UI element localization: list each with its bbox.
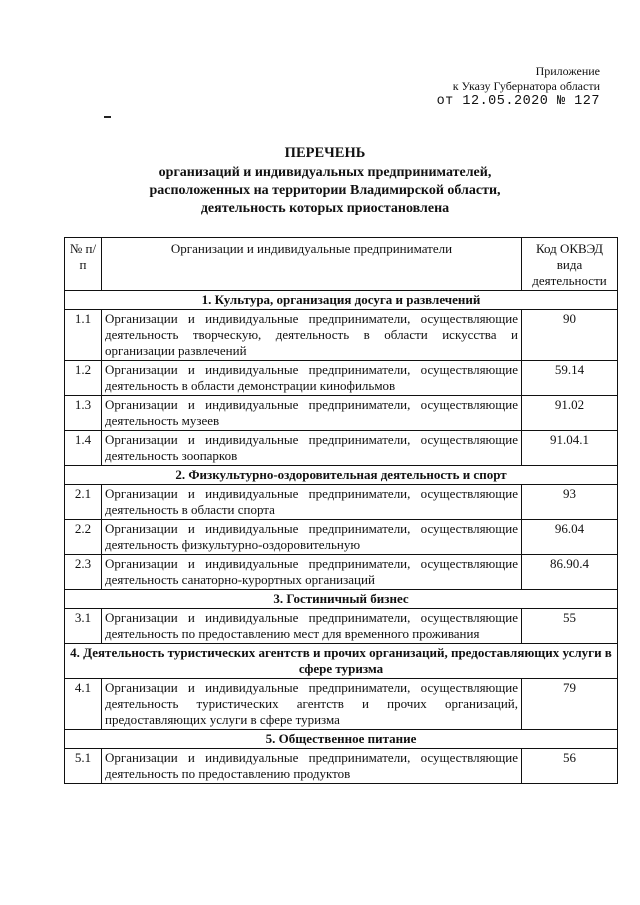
table-row [65,520,618,555]
row-number: 1.4 [65,431,102,466]
section-header-row [65,730,618,749]
header-organizations: Организации и индивидуальные предприниматели [102,238,522,291]
document-title [60,144,590,218]
row-description: Организации и индивидуальные предприниматели, осуществляющие деятельность музеев [102,396,522,431]
title-line-2: расположенных на территории Владимирской области, [149,183,501,198]
header-okved-code: Код ОКВЭД вида деятельности [522,238,618,291]
table-row [65,609,618,644]
row-number: 2.3 [65,555,102,590]
title-line-1: организаций и индивидуальных предпринимателей, [158,165,492,180]
row-okved-code: 90 [522,310,618,361]
section-title: 3. Гостиничный бизнес [65,590,618,609]
table-row [65,555,618,590]
row-number: 3.1 [65,609,102,644]
row-okved-code: 86.90.4 [522,555,618,590]
header-number: № п/п [65,238,102,291]
table-row [65,485,618,520]
row-description: Организации и индивидуальные предприниматели, осуществляющие деятельность физкультурно-оздоровительную [102,520,522,555]
appendix-line-1: Приложение [535,64,600,78]
section-header-row [65,291,618,310]
section-header-row [65,466,618,485]
row-okved-code: 91.04.1 [522,431,618,466]
table-row [65,361,618,396]
section-title: 4. Деятельность туристических агентств и прочих организаций, предоставляющих услуги в сфере туризма [65,644,618,679]
row-okved-code: 55 [522,609,618,644]
row-description: Организации и индивидуальные предприниматели, осуществляющие деятельность по предоставлению мест для временного проживания [102,609,522,644]
row-okved-code: 96.04 [522,520,618,555]
organizations-table [64,237,618,784]
appendix-line-2: к Указу Губернатора области [452,79,600,93]
stray-mark [104,116,111,118]
row-number: 4.1 [65,679,102,730]
row-description: Организации и индивидуальные предприниматели, осуществляющие деятельность творческую, деятельность в области искусства и организации развлечений [102,310,522,361]
row-number: 1.2 [65,361,102,396]
row-okved-code: 91.02 [522,396,618,431]
table-row [65,749,618,784]
title-heading: ПЕРЕЧЕНЬ [284,145,366,161]
row-description: Организации и индивидуальные предприниматели, осуществляющие деятельность санаторно-курортных организаций [102,555,522,590]
table-row [65,679,618,730]
row-okved-code: 93 [522,485,618,520]
row-description: Организации и индивидуальные предприниматели, осуществляющие деятельность в области спорта [102,485,522,520]
table-body [65,291,618,784]
row-okved-code: 59.14 [522,361,618,396]
row-number: 5.1 [65,749,102,784]
appendix-decree-number: от 12.05.2020 № 127 [436,94,600,109]
table-header-row [65,238,618,291]
row-description: Организации и индивидуальные предприниматели, осуществляющие деятельность в области демонстрации кинофильмов [102,361,522,396]
section-header-row [65,644,618,679]
title-line-3: деятельность которых приостановлена [200,201,450,216]
row-number: 2.2 [65,520,102,555]
table-row [65,396,618,431]
row-okved-code: 56 [522,749,618,784]
row-okved-code: 79 [522,679,618,730]
row-description: Организации и индивидуальные предприниматели, осуществляющие деятельность туристических агентств и прочих организаций, предоставляющих услуги в сфере туризма [102,679,522,730]
appendix-block [360,64,600,109]
row-number: 1.3 [65,396,102,431]
table-row [65,310,618,361]
row-number: 1.1 [65,310,102,361]
section-title: 5. Общественное питание [65,730,618,749]
section-title: 1. Культура, организация досуга и развлечений [65,291,618,310]
section-title: 2. Физкультурно-оздоровительная деятельность и спорт [65,466,618,485]
row-description: Организации и индивидуальные предприниматели, осуществляющие деятельность зоопарков [102,431,522,466]
table-row [65,431,618,466]
row-description: Организации и индивидуальные предприниматели, осуществляющие деятельность по предоставлению продуктов [102,749,522,784]
row-number: 2.1 [65,485,102,520]
section-header-row [65,590,618,609]
